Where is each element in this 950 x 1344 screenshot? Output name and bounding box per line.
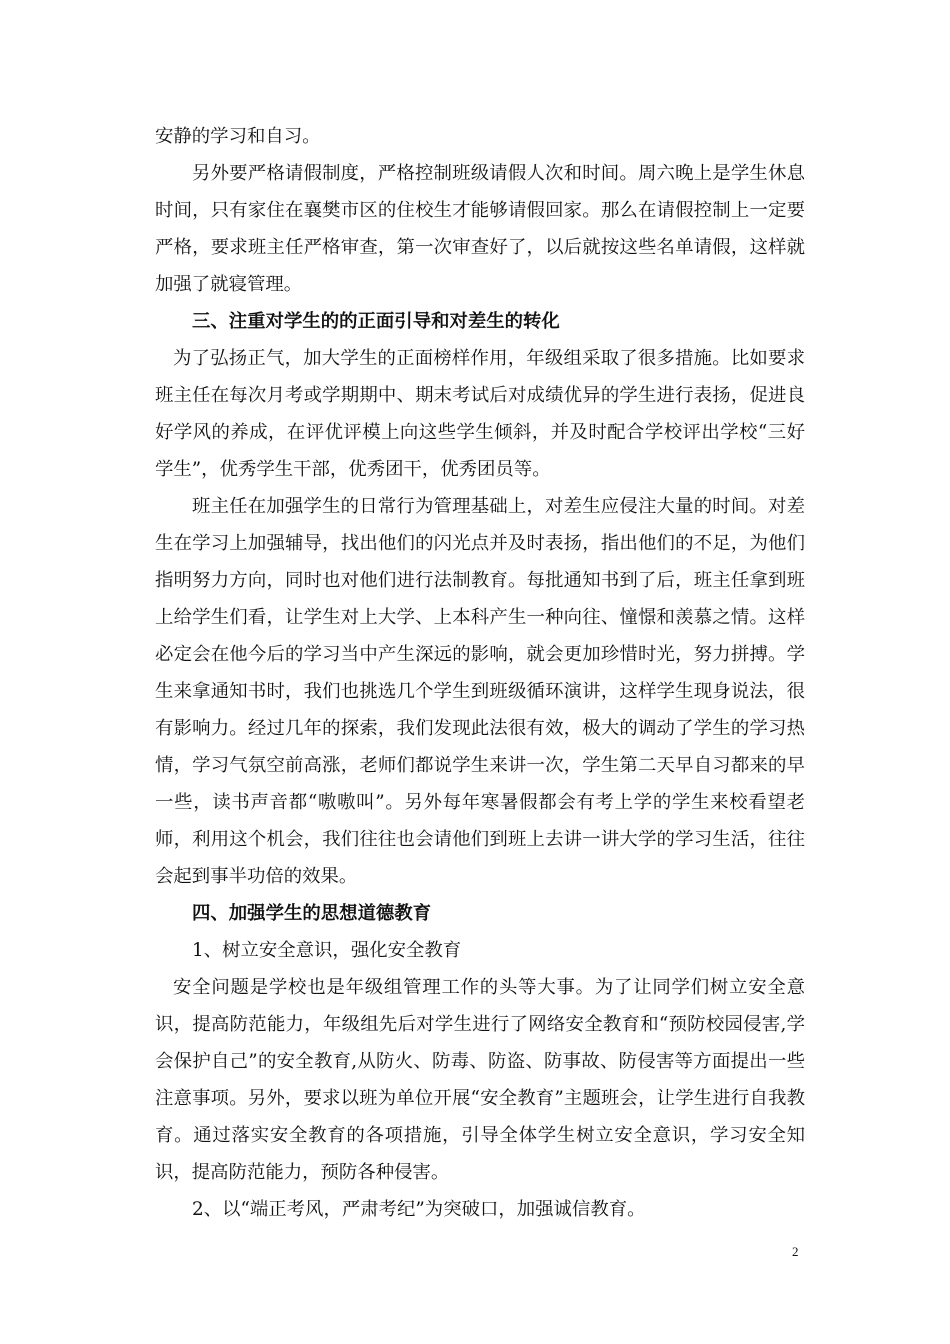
section-heading-4: 四、加强学生的思想道德教育	[192, 903, 432, 924]
document-body	[155, 118, 805, 1228]
page-number: 2	[792, 1244, 799, 1259]
subheading-integrity: 2、以“端正考风，严肃考纪”为突破口，加强诚信教育。	[192, 1199, 646, 1220]
paragraph-struggling-students: 班主任在加强学生的日常行为管理基础上，对差生应侵注大量的时间。对差生在学习上加强辅导，找出他们的闪光点并及时表扬，指出他们的不足，为他们指明努力方向，同时也对他们进行法制教育。每批通知书到了后，班主任拿到班上给学生们看，让学生对上大学、上本科产生一种向往、憧憬和羡慕之情。这样必定会在他今后的学习当中产生深远的影响，就会更加珍惜时光，努力拼搏。学生来拿通知书时，我们也挑选几个学生到班级循环演讲，这样学生现身说法，很有影响力。经过几年的探索，我们发现此法很有效，极大的调动了学生的学习热情，学习气氛空前高涨，老师们都说学生来讲一次，学生第二天早自习都来的早一些，读书声音都“嗷嗷叫”。另外每年寒暑假都会有考上学的学生来校看望老师，利用这个机会，我们往往也会请他们到班上去讲一讲大学的学习生活，往往会起到事半功倍的效果。	[155, 496, 805, 887]
paragraph-positive-guidance: 为了弘扬正气，加大学生的正面榜样作用，年级组采取了很多措施。比如要求班主任在每次月考或学期期中、期末考试后对成绩优异的学生进行表扬，促进良好学风的养成，在评优评模上向这些学生倾斜，并及时配合学校评出学校“三好学生”，优秀学生干部，优秀团干，优秀团员等。	[155, 348, 805, 480]
paragraph-safety-education: 安全问题是学校也是年级组管理工作的头等大事。为了让同学们树立安全意识，提高防范能力，年级组先后对学生进行了网络安全教育和“预防校园侵害,学会保护自己”的安全教育,从防火、防毒、防盗、防事故、防侵害等方面提出一些注意事项。另外，要求以班为单位开展“安全教育”主题班会，让学生进行自我教育。通过落实安全教育的各项措施，引导全体学生树立安全意识，学习安全知识，提高防范能力，预防各种侵害。	[155, 977, 805, 1183]
section-heading-3: 三、注重对学生的的正面引导和对差生的转化	[192, 311, 560, 332]
paragraph-leave-policy: 另外要严格请假制度，严格控制班级请假人次和时间。周六晚上是学生休息时间，只有家住在襄樊市区的住校生才能够请假回家。那么在请假控制上一定要严格，要求班主任严格审查，第一次审查好了，以后就按这些名单请假，这样就加强了就寝管理。	[155, 163, 805, 295]
paragraph-continuation: 安静的学习和自习。	[155, 126, 321, 147]
subheading-safety: 1、树立安全意识，强化安全教育	[192, 940, 462, 961]
